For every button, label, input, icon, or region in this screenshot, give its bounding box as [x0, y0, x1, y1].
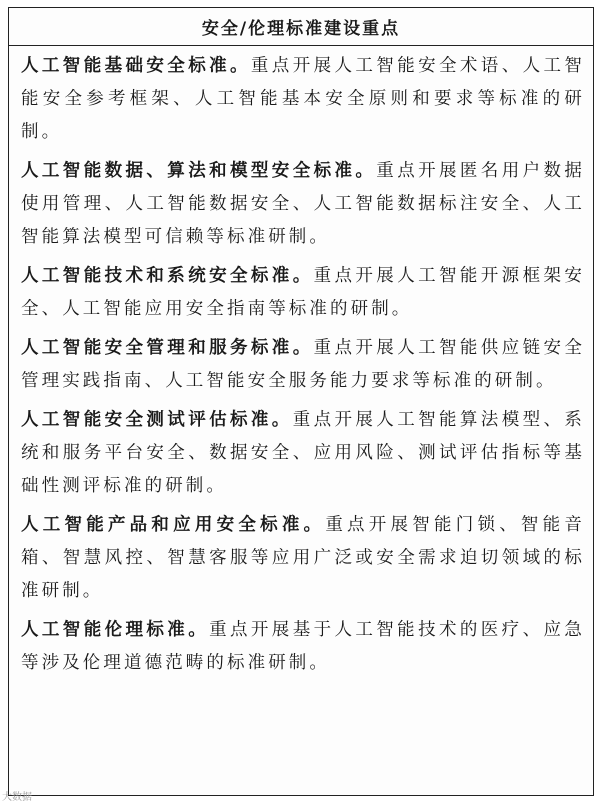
item-title: 人工智能基础安全标准。: [21, 56, 251, 76]
item-title: 人工智能安全管理和服务标准。: [21, 338, 314, 358]
item-testing-evaluation: [21, 404, 585, 503]
item-data-algorithm-safety: [21, 155, 585, 254]
item-text: 重点开展智能门锁、智能音箱、智慧风控、智慧客服等应用广泛或安全需求迫切领域的标准研制。: [21, 515, 586, 601]
box-body: [9, 46, 593, 680]
item-tech-system-safety: [21, 260, 585, 326]
item-text: 重点开展人工智能供应链安全管理实践指南、人工智能安全服务能力要求等标准的研制。: [21, 338, 585, 391]
item-text: 重点开展匿名用户数据使用管理、人工智能数据安全、人工智能数据标注安全、人工智能算法模型可信赖等标准研制。: [21, 161, 585, 247]
item-management-service: [21, 332, 585, 398]
item-text: 重点开展基于人工智能技术的医疗、应急等涉及伦理道德范畴的标准研制。: [21, 620, 585, 673]
item-ethics: [21, 614, 585, 680]
item-foundation-safety: [21, 50, 585, 149]
item-title: 人工智能安全测试评估标准。: [21, 410, 293, 430]
box-header: 安全/伦理标准建设重点: [9, 8, 593, 46]
item-title: 人工智能伦理标准。: [21, 620, 210, 640]
item-product-application: [21, 509, 585, 608]
item-text: 重点开展人工智能算法模型、系统和服务平台安全、数据安全、应用风险、测试评估指标等基础性测评标准的研制。: [21, 410, 585, 496]
item-text: 重点开展人工智能安全术语、人工智能安全参考框架、人工智能基本安全原则和要求等标准的研制。: [21, 56, 585, 142]
item-title: 人工智能产品和应用安全标准。: [21, 515, 326, 535]
watermark: 大数据: [2, 792, 32, 803]
standards-box: [8, 7, 594, 796]
item-title: 人工智能数据、算法和模型安全标准。: [21, 161, 377, 181]
item-text: 重点开展人工智能开源框架安全、人工智能应用安全指南等标准的研制。: [21, 266, 585, 319]
item-title: 人工智能技术和系统安全标准。: [21, 266, 314, 286]
